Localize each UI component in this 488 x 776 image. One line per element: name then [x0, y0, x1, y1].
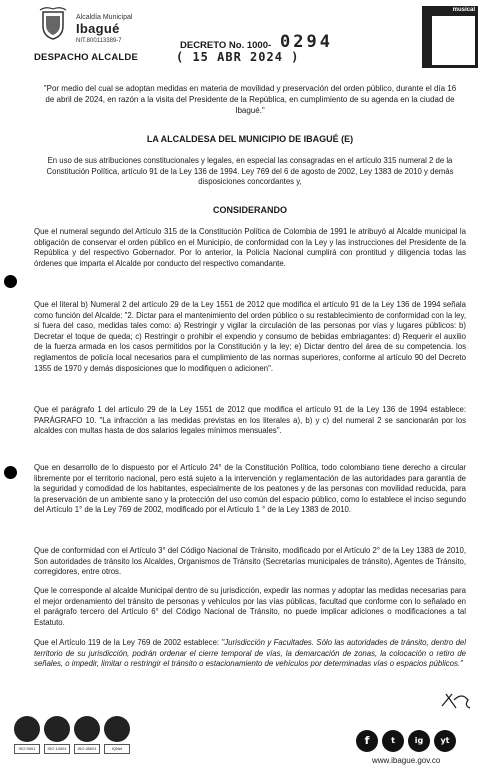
certification-icon — [104, 716, 130, 742]
authority-heading: LA ALCALDESA DEL MUNICIPIO DE IBAGUÉ (E) — [146, 134, 354, 144]
twitter-icon[interactable]: t — [382, 730, 404, 752]
decree-number: 0294 — [280, 32, 333, 52]
nit-label: NIT.800113389-7 — [76, 38, 122, 44]
punch-hole-1 — [4, 275, 17, 288]
website-link[interactable]: www.ibague.gov.co — [372, 756, 441, 765]
paragraph-3: Que el parágrafo 1 del artículo 29 de la Ley 1551 de 2012 que modifica el artículo 91 de la Ley 136 de 1994 establece: PARÁGRAFO 10. "La infracción a las medidas previstas en los literales a), b) y c) del numeral 2 se sancionarán por los alcaldes con multas hasta de dos salarios legales mínimos mensuales". — [34, 405, 466, 436]
certification-icon — [14, 716, 40, 742]
decree-title: "Por medio del cual se adoptan medidas en materia de movilidad y preservación del orden público, durante el día 16 de abril de 2024, en razón a la visita del Presidente de la República, en cumplimiento de su agenda en la ciudad de Ibagué." — [43, 84, 457, 115]
signature-mark — [438, 688, 474, 712]
cert-badge-label: IQNet — [104, 744, 130, 754]
considerando-heading: CONSIDERANDO — [212, 205, 287, 215]
musical-logo — [422, 6, 478, 68]
intro-paragraph: En uso de sus atribuciones constitucionales y legales, en especial las consagradas en el artículo 315 numeral 2 de la Constitución Política, artículo 91 de la Ley 136 de 1994. Ley 769 del 6 de agosto de 2002, Ley 1383 de 2010 y demás disposiciones concordantes y, — [46, 156, 454, 187]
logo-inner — [432, 16, 475, 65]
cert-badge-label: ISO 14001 — [44, 744, 70, 754]
coat-of-arms-icon — [38, 6, 68, 40]
certification-icon — [44, 716, 70, 742]
paragraph-7-quote: "Jurisdicción y Facultades. Sólo las autoridades de tránsito, dentro del territorio de su jurisdicción, podrán ordenar el cierre temporal de vías, la demarcación de zonas, la colocación o retiro de señales, o impedir, limitar o restringir el tránsito o estacionamiento de vehículos por determinadas vías o espacios públicos." — [34, 638, 466, 669]
decree-label: DECRETO No. 1000- — [180, 40, 272, 51]
paragraph-4: Que en desarrollo de lo dispuesto por el Artículo 24° de la Constitución Política, todo colombiano tiene derecho a circular libremente por el territorio nacional, pero está sujeto a la intervención y reglamentación de las autoridades para garantía de la seguridad y comodidad de los habitantes, especialmente de los peatones y de las personas con movilidad reducida, para la preservación de un ambiente sano y la protección del uso común del espacio público, como lo establece el inciso segundo del Artículo 1° de la Ley 769 de 2002, modificado por el Artículo 1 ° de la Ley 1383 de 2010. — [34, 463, 466, 515]
youtube-icon[interactable]: yt — [434, 730, 456, 752]
office-label: DESPACHO ALCALDE — [34, 52, 139, 63]
cert-badge-1 — [14, 716, 40, 756]
paragraph-2: Que el literal b) Numeral 2 del artículo 29 de la Ley 1551 de 2012 que modifica el artículo 91 de la Ley 136 de 1994 señala como función del Alcalde: "2. Dictar para el mantenimiento del orden público o su restablecimiento de conformidad con la ley, si fuera del caso, medidas tales como: a) Restringir y vigilar la circulación de las personas por vías y lugares públicos: b) Decretar el toque de queda; c) Restringir o prohibir el expendio y consumo de bebidas embriagantes: d) Requerir el auxilio de la fuerza armada en los casos permitidos por la Constitución y la ley; e) Dictar dentro del área de su competencia. los reglamentos de policía local necesarios para el cumplimiento de las normas superiores, conforme al artículo 90 del Decreto 1355 de 1970 y demás disposiciones que lo modifiquen o adicionen". — [34, 300, 466, 373]
paragraph-7 — [34, 638, 466, 670]
facebook-icon[interactable]: f — [356, 730, 378, 752]
paragraph-6: Que le corresponde al alcalde Municipal dentro de su jurisdicción, expedir las normas y adoptar las medidas necesarias para el mejor ordenamiento del tránsito de personas y vehículos por las vías públicas, facultad que conforme con lo señalado en el parágrafo tercero del Artículo 6° del Código Nacional de Tránsito, no puede implicar adiciones o modificaciones a tal Estatuto. — [34, 586, 466, 627]
cert-badge-label: ISO 45001 — [74, 744, 100, 754]
paragraph-7-lead: Que el Artículo 119 de la Ley 769 de 2002 establece: — [34, 638, 222, 647]
logo-text: musical — [452, 7, 475, 13]
decree-date: ( 15 ABR 2024 ) — [176, 50, 300, 64]
certification-icon — [74, 716, 100, 742]
paragraph-1: Que el numeral segundo del Artículo 315 de la Constitución Política de Colombia de 1991 le atribuyó al Alcalde municipal la obligación de conservar el orden público en el Municipio, de conformidad con la Ley y las instrucciones del Presidente de la República y del respectivo Gobernador. Por lo anterior, la Policía Nacional cumplirá con prontitud y diligencia todas las órdenes que imparta el Alcalde por conducto del respectivo comandante. — [34, 227, 466, 268]
instagram-icon[interactable]: ig — [408, 730, 430, 752]
cert-badge-4 — [104, 716, 130, 756]
cert-badge-2 — [44, 716, 70, 756]
punch-hole-2 — [4, 466, 17, 479]
cert-badge-label: ISO 9001 — [14, 744, 40, 754]
city-name: Ibagué — [76, 21, 120, 36]
paragraph-5: Que de conformidad con el Artículo 3° del Código Nacional de Tránsito, modificado por el Artículo 2° de la Ley 1383 de 2010, Son autoridades de tránsito los Alcaldes, Organismos de Tránsito (Secretarías municipales de tránsito), Agentes de Tránsito, corregidores, entre otros. — [34, 546, 466, 577]
alcaldia-label: Alcaldía Municipal — [76, 14, 133, 21]
cert-badge-3 — [74, 716, 100, 756]
